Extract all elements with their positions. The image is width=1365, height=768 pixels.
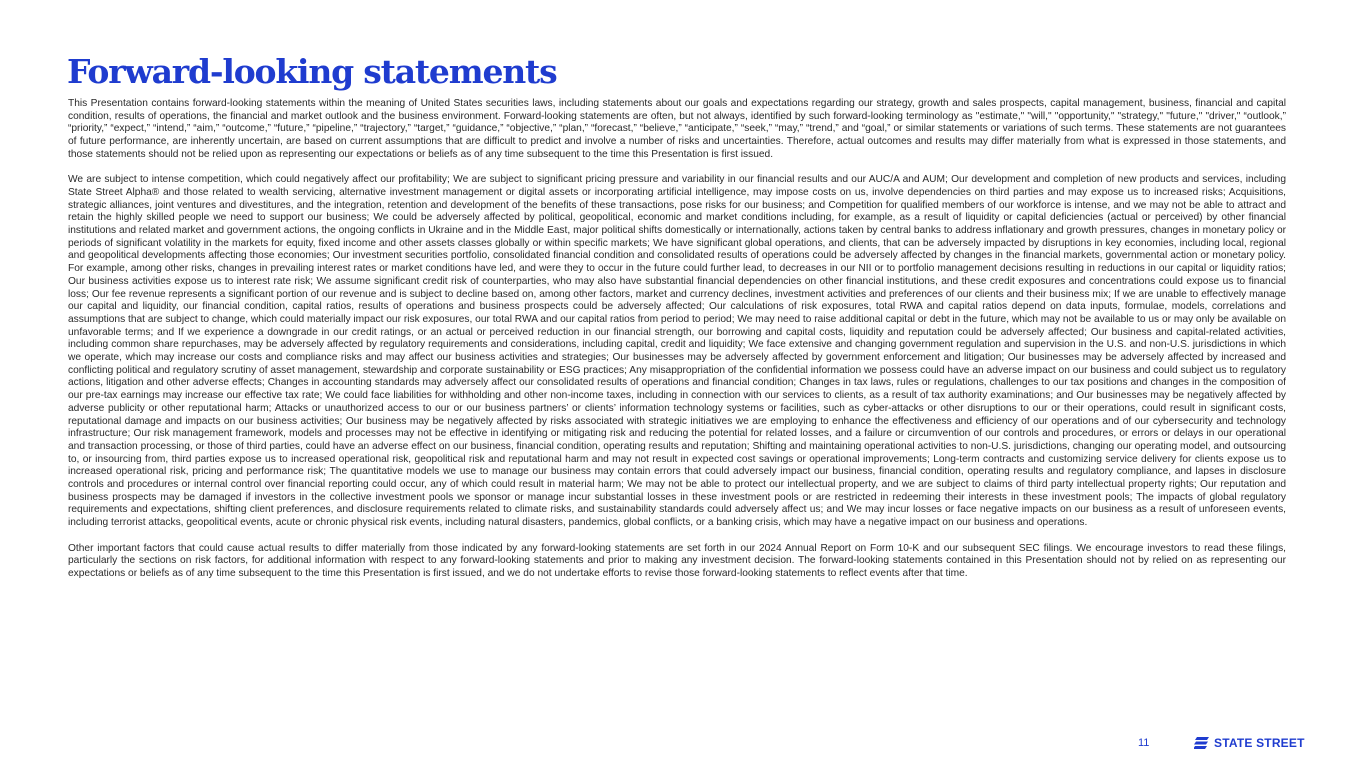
paragraph-intro: This Presentation contains forward-looking statements within the meaning of United States securities laws, including statements about our goals and expectations regarding our strategy, growth and sales prospects, capital management, business, financial and capital condition, results of operations, the financial and market outlook and the business environment. Forward-looking statements are often, but not always, identified by such forward-looking terminology as "estimate," "will," "opportunity," "strategy," "future," "driver," “outlook,” “priority,” “expect,” “intend,” “aim,” “outcome,” “future,” “pipeline,” “trajectory,” “target,” “guidance,” “objective,” “plan,” “forecast,” “believe,” “anticipate,” “seek,” “may,” “trend,” and “goal,” or similar statements or variations of such terms. These statements are not guarantees of future performance, are inherently uncertain, are based on current assumptions that are difficult to predict and involve a number of risks and uncertainties. Therefore, actual outcomes and results may differ materially from what is expressed in those statements, and those statements should not be relied upon as representing our expectations or beliefs as of any time subsequent to the time this Presentation is first issued. <box>68 98 1286 160</box>
paragraph-other-factors: Other important factors that could cause actual results to differ materially from those indicated by any forward-looking statements are set forth in our 2024 Annual Report on Form 10-K and our subsequent SEC filings. We encourage investors to read these filings, particularly the sections on risk factors, for additional information with respect to any forward-looking statements and prior to making any investment decision. The forward-looking statements contained in this Presentation should not by relied on as representing our expectations or beliefs as of any time subsequent to the time this Presentation is first issued, and we do not undertake efforts to revise those forward-looking statements to reflect events after that time. <box>68 542 1286 579</box>
forward-looking-statements-body <box>68 98 1286 581</box>
state-street-logo <box>1194 734 1305 752</box>
logo-text: STATE STREET <box>1214 736 1305 750</box>
paragraph-risk-factors: We are subject to intense competition, which could negatively affect our profitability; We are subject to significant pricing pressure and variability in our financial results and our AUC/A and AUM; Our development and completion of new products and services, including State Street Alpha® and those related to wealth servicing, alternative investment management or digital assets or incorporating artificial intelligence, may impose costs on us, involve dependencies on third parties and may expose us to increased risks; Acquisitions, strategic alliances, joint ventures and divestitures, and the integration, retention and development of the benefits of these transactions, pose risks for our business; and Competition for qualified members of our workforce is intense, and we may not be able to attract and retain the highly skilled people we need to support our business; We could be adversely affected by political, geopolitical, economic and market conditions including, for example, as a result of liquidity or capital deficiencies (actual or perceived) by other financial institutions and related market and government actions, the ongoing conflicts in Ukraine and in the Middle East, major political shifts domestically or internationally, actions taken by central banks to address inflationary and growth pressures, changes in monetary policy or periods of significant volatility in the markets for equity, fixed income and other assets classes globally or within specific markets; We have significant global operations, and clients, that can be adversely impacted by disruptions in key economies, including local, regional and geopolitical developments affecting those economies; Our investment securities portfolio, consolidated financial condition and consolidated results of operations could be adversely affected by changes in the financial markets, governmental action or monetary policy. For example, among other risks, changes in prevailing interest rates or market conditions have led, and were they to occur in the future could further lead, to decreases in our NII or to portfolio management decisions resulting in reductions in our capital or liquidity ratios; Our business activities expose us to interest rate risk; We assume significant credit risk of counterparties, who may also have substantial financial dependencies on other financial institutions, and these credit exposures and concentrations could expose us to financial loss; Our fee revenue represents a significant portion of our revenue and is subject to decline based on, among other factors, market and currency declines, investment activities and preferences of our clients and their business mix; If we are unable to effectively manage our capital and liquidity, our financial condition, capital ratios, results of operations and business prospects could be adversely affected; Our calculations of risk exposures, total RWA and capital ratios depend on data inputs, formulae, models, correlations and assumptions that are subject to change, which could materially impact our risk exposures, our total RWA and our capital ratios from period to period; We may need to raise additional capital or debt in the future, which may not be available to us or may only be available on unfavorable terms; and If we experience a downgrade in our credit ratings, or an actual or perceived reduction in our financial strength, our borrowing and capital costs, liquidity and reputation could be adversely affected; Our business and capital-related activities, including common share repurchases, may be adversely affected by regulatory requirements and considerations, including capital, credit and liquidity; We face extensive and changing government regulation and supervision in the U.S. and non-U.S. jurisdictions in which we operate, which may increase our costs and compliance risks and may affect our business activities and strategies; Our businesses may be adversely affected by government enforcement and litigation; Our businesses may be adversely affected by increased and conflicting political and regulatory scrutiny of asset management, stewardship and corporate sustainability or ESG practices; Any misappropriation of the confidential information we possess could have an adverse impact on our business and could subject us to regulatory actions, litigation and other adverse effects; Changes in accounting standards may adversely affect our consolidated results of operations and financial condition; Changes in tax laws, rules or regulations, challenges to our tax positions and changes in the composition of our pre-tax earnings may increase our effective tax rate; We could face liabilities for withholding and other non-income taxes, including in connection with our services to clients, as a result of tax authority examinations; and Our businesses may be negatively affected by adverse publicity or other reputational harm; Attacks or unauthorized access to our or our business partners’ or clients’ information technology systems or facilities, such as cyber-attacks or other disruptions to our or their operations, could result in significant costs, reputational damage and impacts on our business activities; Our business may be negatively affected by risks associated with strategic initiatives we are employing to enhance the effectiveness and efficiency of our operations and of our cybersecurity and technology infrastructure; Our risk management framework, models and processes may not be effective in identifying or mitigating risk and reducing the potential for related losses, and a failure or circumvention of our controls and procedures, or errors or delays in our operational and transaction processing, or those of third parties, could have an adverse effect on our business, financial condition, operating results and reputation; Shifting and maintaining operational activities to non-U.S. jurisdictions, changing our operating model, and outsourcing to, or insourcing from, third parties expose us to increased operational risk, geopolitical risk and reputational harm and may not result in expected cost savings or operational improvements; Long-term contracts and customizing service delivery for clients expose us to increased operational risk, pricing and performance risk; The quantitative models we use to manage our business may contain errors that could adversely impact our business, financial condition, operating results and regulatory compliance, and lapses in disclosure controls and procedures or internal control over financial reporting could occur, any of which could result in material harm; We may not be able to protect our intellectual property, and we are subject to claims of third party intellectual property rights; Our reputation and business prospects may be damaged if investors in the collective investment pools we sponsor or manage incur substantial losses in these investment pools or are restricted in redeeming their interests in these investment pools; The impacts of global regulatory requirements and expectations, shifting client preferences, and disclosure requirements related to climate risks, and sustainability standards could adversely affect us; and We may incur losses or face negative impacts on our business as a result of unforeseen events, including terrorist attacks, geopolitical events, acute or chronic physical risk events, including natural disasters, pandemics, global conflicts, or a banking crisis, which may have a negative impact on our business and operations. <box>68 174 1286 529</box>
state-street-logo-icon <box>1194 735 1210 751</box>
page-number: 11 <box>1138 737 1150 749</box>
page-title: Forward-looking statements <box>67 52 557 91</box>
